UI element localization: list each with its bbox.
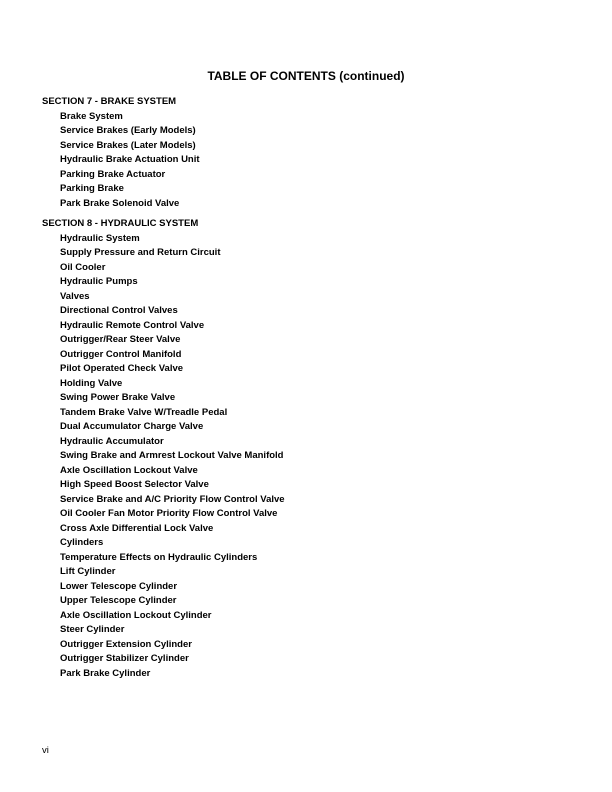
table-of-contents (42, 95, 582, 687)
toc-entry: Lift Cylinder (60, 566, 116, 577)
toc-entry: Supply Pressure and Return Circuit (60, 247, 221, 258)
toc-entry: Park Brake Cylinder (60, 667, 151, 679)
toc-entry: Tandem Brake Valve W/Treadle Pedal (60, 406, 228, 418)
toc-entry: Hydraulic Remote Control Valve (60, 319, 205, 331)
toc-entry: Parking Brake (60, 183, 124, 194)
toc-entry: Pilot Operated Check Valve (60, 363, 184, 374)
toc-entry: Park Brake Solenoid Valve (60, 197, 180, 209)
toc-entry: Steer Cylinder (60, 624, 125, 635)
toc-entry: Cross Axle Differential Lock Valve (60, 522, 214, 534)
section-7 (42, 95, 582, 211)
toc-entry: Outrigger/Rear Steer Valve (60, 334, 181, 345)
toc-entry: Parking Brake Actuator (60, 168, 166, 180)
toc-entry: Upper Telescope Cylinder (60, 595, 177, 606)
page-title: TABLE OF CONTENTS (continued) (207, 69, 405, 83)
section-8 (42, 217, 582, 681)
toc-entry: Oil Cooler (60, 261, 106, 273)
toc-entry: Service Brakes (Later Models) (60, 139, 196, 151)
toc-entry: Axle Oscillation Lockout Valve (60, 464, 198, 476)
toc-entry: Swing Power Brake Valve (60, 392, 176, 403)
toc-entry: Service Brakes (Early Models) (60, 125, 196, 136)
section-heading: SECTION 8 - HYDRAULIC SYSTEM (42, 218, 199, 229)
toc-entry: High Speed Boost Selector Valve (60, 479, 209, 490)
toc-entry: Outrigger Extension Cylinder (60, 638, 192, 650)
toc-entry: Service Brake and A/C Priority Flow Control Valve (60, 493, 285, 505)
toc-entry: Cylinders (60, 537, 104, 548)
toc-entry: Hydraulic Brake Actuation Unit (60, 154, 200, 165)
toc-entry: Temperature Effects on Hydraulic Cylinders (60, 551, 258, 563)
toc-entry: Lower Telescope Cylinder (60, 580, 178, 592)
toc-entry: Outrigger Control Manifold (60, 348, 182, 360)
toc-entry: Holding Valve (60, 377, 123, 389)
toc-entry: Outrigger Stabilizer Cylinder (60, 653, 189, 664)
toc-entry: Hydraulic Pumps (60, 276, 138, 287)
toc-entry: Brake System (60, 110, 123, 122)
toc-entry: Hydraulic System (60, 232, 140, 244)
page-number: vi (42, 745, 49, 756)
toc-entry: Swing Brake and Armrest Lockout Valve Manifold (60, 450, 284, 461)
toc-entry: Hydraulic Accumulator (60, 435, 164, 447)
toc-entry: Axle Oscillation Lockout Cylinder (60, 609, 212, 621)
section-heading: SECTION 7 - BRAKE SYSTEM (42, 96, 177, 107)
toc-entry: Dual Accumulator Charge Valve (60, 421, 204, 432)
toc-entry: Directional Control Valves (60, 305, 178, 316)
toc-entry: Valves (60, 290, 90, 302)
toc-entry: Oil Cooler Fan Motor Priority Flow Control Valve (60, 508, 278, 519)
